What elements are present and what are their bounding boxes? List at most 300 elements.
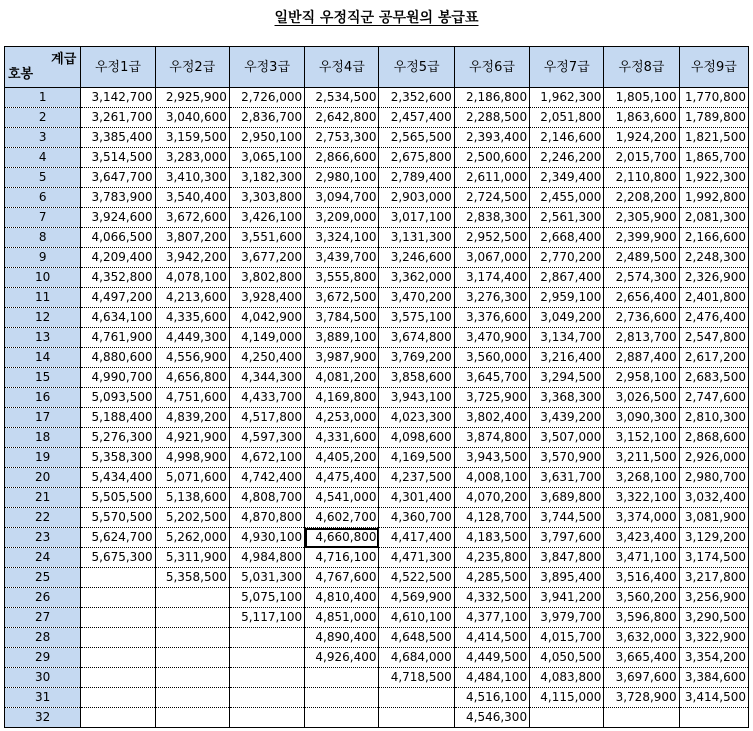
salary-cell[interactable]: 3,514,500 bbox=[81, 148, 155, 168]
salary-cell[interactable]: 4,517,800 bbox=[229, 408, 304, 428]
salary-cell[interactable]: 3,560,200 bbox=[604, 588, 679, 608]
salary-cell[interactable]: 4,449,300 bbox=[155, 328, 229, 348]
salary-cell[interactable]: 2,925,900 bbox=[155, 88, 229, 108]
salary-cell[interactable]: 2,980,100 bbox=[305, 168, 379, 188]
salary-cell[interactable]: 4,285,500 bbox=[454, 568, 529, 588]
salary-cell[interactable]: 2,248,300 bbox=[679, 248, 748, 268]
salary-cell[interactable]: 5,075,100 bbox=[229, 588, 304, 608]
salary-cell[interactable]: 3,672,500 bbox=[305, 288, 379, 308]
salary-cell[interactable]: 3,261,700 bbox=[81, 108, 155, 128]
salary-cell[interactable]: 3,924,600 bbox=[81, 208, 155, 228]
step-number-cell[interactable]: 3 bbox=[5, 128, 81, 148]
salary-cell[interactable]: 3,551,600 bbox=[229, 228, 304, 248]
salary-cell[interactable]: 4,344,300 bbox=[229, 368, 304, 388]
salary-cell[interactable]: 4,335,600 bbox=[155, 308, 229, 328]
salary-cell[interactable]: 2,326,900 bbox=[679, 268, 748, 288]
salary-cell[interactable]: 5,093,500 bbox=[81, 388, 155, 408]
salary-cell[interactable]: 4,516,100 bbox=[454, 688, 529, 708]
salary-cell[interactable]: 3,426,100 bbox=[229, 208, 304, 228]
salary-cell[interactable]: 4,990,700 bbox=[81, 368, 155, 388]
salary-cell[interactable] bbox=[530, 708, 604, 728]
salary-cell[interactable]: 3,385,400 bbox=[81, 128, 155, 148]
salary-cell[interactable]: 4,237,500 bbox=[379, 468, 454, 488]
salary-cell[interactable]: 3,439,200 bbox=[530, 408, 604, 428]
salary-cell[interactable]: 4,352,800 bbox=[81, 268, 155, 288]
salary-cell[interactable] bbox=[155, 628, 229, 648]
salary-cell[interactable]: 3,067,000 bbox=[454, 248, 529, 268]
salary-cell[interactable]: 5,031,300 bbox=[229, 568, 304, 588]
salary-cell[interactable]: 3,376,600 bbox=[454, 308, 529, 328]
salary-cell[interactable]: 1,962,300 bbox=[530, 88, 604, 108]
salary-cell[interactable]: 3,632,000 bbox=[604, 628, 679, 648]
salary-cell[interactable]: 2,683,500 bbox=[679, 368, 748, 388]
salary-cell[interactable]: 2,642,800 bbox=[305, 108, 379, 128]
selected-salary-cell[interactable]: 4,660,800 bbox=[305, 528, 379, 548]
salary-cell[interactable]: 4,377,100 bbox=[454, 608, 529, 628]
salary-cell[interactable] bbox=[155, 608, 229, 628]
salary-cell[interactable]: 3,209,000 bbox=[305, 208, 379, 228]
salary-cell[interactable]: 5,202,500 bbox=[155, 508, 229, 528]
salary-cell[interactable]: 4,921,900 bbox=[155, 428, 229, 448]
salary-cell[interactable]: 2,349,400 bbox=[530, 168, 604, 188]
salary-cell[interactable]: 1,770,800 bbox=[679, 88, 748, 108]
salary-cell[interactable]: 3,368,300 bbox=[530, 388, 604, 408]
salary-cell[interactable]: 3,942,200 bbox=[155, 248, 229, 268]
salary-cell[interactable]: 4,546,300 bbox=[454, 708, 529, 728]
step-number-cell[interactable]: 8 bbox=[5, 228, 81, 248]
salary-cell[interactable]: 4,414,500 bbox=[454, 628, 529, 648]
salary-cell[interactable]: 3,941,200 bbox=[530, 588, 604, 608]
salary-cell[interactable]: 5,188,400 bbox=[81, 408, 155, 428]
step-number-cell[interactable]: 2 bbox=[5, 108, 81, 128]
salary-cell[interactable]: 4,332,500 bbox=[454, 588, 529, 608]
salary-cell[interactable]: 3,384,600 bbox=[679, 668, 748, 688]
salary-cell[interactable]: 2,146,600 bbox=[530, 128, 604, 148]
salary-cell[interactable]: 2,401,800 bbox=[679, 288, 748, 308]
salary-cell[interactable] bbox=[229, 668, 304, 688]
salary-cell[interactable]: 4,083,800 bbox=[530, 668, 604, 688]
salary-cell[interactable] bbox=[305, 688, 379, 708]
salary-cell[interactable]: 4,066,500 bbox=[81, 228, 155, 248]
salary-cell[interactable]: 3,672,600 bbox=[155, 208, 229, 228]
salary-cell[interactable]: 3,560,000 bbox=[454, 348, 529, 368]
salary-cell[interactable]: 4,761,900 bbox=[81, 328, 155, 348]
step-number-cell[interactable]: 32 bbox=[5, 708, 81, 728]
salary-cell[interactable]: 4,569,900 bbox=[379, 588, 454, 608]
salary-cell[interactable]: 2,770,200 bbox=[530, 248, 604, 268]
salary-cell[interactable]: 2,868,600 bbox=[679, 428, 748, 448]
step-number-cell[interactable]: 30 bbox=[5, 668, 81, 688]
salary-cell[interactable]: 3,570,900 bbox=[530, 448, 604, 468]
salary-cell[interactable]: 1,924,200 bbox=[604, 128, 679, 148]
salary-cell[interactable]: 3,026,500 bbox=[604, 388, 679, 408]
salary-cell[interactable]: 3,040,600 bbox=[155, 108, 229, 128]
salary-cell[interactable]: 4,008,100 bbox=[454, 468, 529, 488]
salary-cell[interactable]: 3,744,500 bbox=[530, 508, 604, 528]
salary-cell[interactable] bbox=[81, 648, 155, 668]
grade-header-cell[interactable]: 우정9급 bbox=[679, 47, 748, 88]
salary-cell[interactable] bbox=[155, 668, 229, 688]
salary-cell[interactable] bbox=[81, 688, 155, 708]
grade-header-cell[interactable]: 우정7급 bbox=[530, 47, 604, 88]
salary-cell[interactable]: 2,810,300 bbox=[679, 408, 748, 428]
salary-cell[interactable]: 3,322,900 bbox=[679, 628, 748, 648]
salary-cell[interactable]: 3,081,900 bbox=[679, 508, 748, 528]
salary-cell[interactable]: 4,183,500 bbox=[454, 528, 529, 548]
salary-cell[interactable]: 3,725,900 bbox=[454, 388, 529, 408]
salary-cell[interactable]: 1,789,800 bbox=[679, 108, 748, 128]
salary-cell[interactable]: 3,943,500 bbox=[454, 448, 529, 468]
salary-cell[interactable]: 3,807,200 bbox=[155, 228, 229, 248]
salary-cell[interactable]: 3,439,700 bbox=[305, 248, 379, 268]
salary-cell[interactable]: 2,051,800 bbox=[530, 108, 604, 128]
salary-cell[interactable]: 4,417,400 bbox=[379, 528, 454, 548]
salary-cell[interactable]: 3,290,500 bbox=[679, 608, 748, 628]
salary-cell[interactable]: 4,098,600 bbox=[379, 428, 454, 448]
salary-cell[interactable]: 4,522,500 bbox=[379, 568, 454, 588]
salary-cell[interactable]: 3,596,800 bbox=[604, 608, 679, 628]
salary-cell[interactable] bbox=[81, 588, 155, 608]
salary-cell[interactable]: 4,078,100 bbox=[155, 268, 229, 288]
step-number-cell[interactable]: 21 bbox=[5, 488, 81, 508]
grade-header-cell[interactable]: 우정2급 bbox=[155, 47, 229, 88]
salary-cell[interactable]: 3,470,200 bbox=[379, 288, 454, 308]
salary-cell[interactable]: 3,211,500 bbox=[604, 448, 679, 468]
salary-cell[interactable]: 2,352,600 bbox=[379, 88, 454, 108]
salary-cell[interactable] bbox=[81, 568, 155, 588]
salary-cell[interactable]: 2,534,500 bbox=[305, 88, 379, 108]
salary-cell[interactable]: 3,131,300 bbox=[379, 228, 454, 248]
salary-cell[interactable]: 3,895,400 bbox=[530, 568, 604, 588]
salary-cell[interactable]: 2,747,600 bbox=[679, 388, 748, 408]
salary-cell[interactable]: 2,574,300 bbox=[604, 268, 679, 288]
salary-cell[interactable]: 1,992,800 bbox=[679, 188, 748, 208]
salary-cell[interactable]: 3,174,500 bbox=[679, 548, 748, 568]
salary-cell[interactable]: 2,246,200 bbox=[530, 148, 604, 168]
salary-cell[interactable]: 3,354,200 bbox=[679, 648, 748, 668]
salary-cell[interactable]: 3,631,700 bbox=[530, 468, 604, 488]
salary-cell[interactable]: 3,783,900 bbox=[81, 188, 155, 208]
salary-cell[interactable]: 2,547,800 bbox=[679, 328, 748, 348]
salary-cell[interactable]: 4,128,700 bbox=[454, 508, 529, 528]
salary-cell[interactable] bbox=[679, 708, 748, 728]
salary-cell[interactable]: 3,256,900 bbox=[679, 588, 748, 608]
salary-cell[interactable]: 5,071,600 bbox=[155, 468, 229, 488]
salary-cell[interactable]: 4,405,200 bbox=[305, 448, 379, 468]
salary-cell[interactable]: 4,610,100 bbox=[379, 608, 454, 628]
salary-cell[interactable]: 3,874,800 bbox=[454, 428, 529, 448]
salary-cell[interactable]: 2,015,700 bbox=[604, 148, 679, 168]
step-number-cell[interactable]: 26 bbox=[5, 588, 81, 608]
salary-cell[interactable]: 2,926,000 bbox=[679, 448, 748, 468]
salary-cell[interactable]: 3,802,800 bbox=[229, 268, 304, 288]
salary-cell[interactable]: 5,675,300 bbox=[81, 548, 155, 568]
salary-cell[interactable] bbox=[155, 648, 229, 668]
salary-cell[interactable]: 2,838,300 bbox=[454, 208, 529, 228]
salary-cell[interactable]: 3,784,500 bbox=[305, 308, 379, 328]
salary-cell[interactable]: 4,471,300 bbox=[379, 548, 454, 568]
salary-cell[interactable] bbox=[81, 708, 155, 728]
salary-cell[interactable]: 3,246,600 bbox=[379, 248, 454, 268]
salary-cell[interactable]: 4,301,400 bbox=[379, 488, 454, 508]
corner-header-cell[interactable] bbox=[5, 47, 81, 88]
salary-cell[interactable]: 4,751,600 bbox=[155, 388, 229, 408]
salary-cell[interactable]: 3,728,900 bbox=[604, 688, 679, 708]
salary-cell[interactable]: 3,540,400 bbox=[155, 188, 229, 208]
salary-cell[interactable]: 3,847,800 bbox=[530, 548, 604, 568]
salary-cell[interactable]: 3,689,800 bbox=[530, 488, 604, 508]
salary-cell[interactable] bbox=[305, 708, 379, 728]
salary-cell[interactable]: 4,050,500 bbox=[530, 648, 604, 668]
step-number-cell[interactable]: 25 bbox=[5, 568, 81, 588]
salary-cell[interactable]: 4,449,500 bbox=[454, 648, 529, 668]
salary-cell[interactable]: 3,217,800 bbox=[679, 568, 748, 588]
salary-cell[interactable]: 3,294,500 bbox=[530, 368, 604, 388]
salary-cell[interactable]: 4,541,000 bbox=[305, 488, 379, 508]
salary-cell[interactable] bbox=[379, 688, 454, 708]
salary-cell[interactable] bbox=[379, 708, 454, 728]
salary-cell[interactable]: 3,471,100 bbox=[604, 548, 679, 568]
salary-cell[interactable]: 4,360,700 bbox=[379, 508, 454, 528]
salary-cell[interactable]: 2,836,700 bbox=[229, 108, 304, 128]
step-number-cell[interactable]: 5 bbox=[5, 168, 81, 188]
salary-cell[interactable] bbox=[81, 668, 155, 688]
salary-cell[interactable]: 4,475,400 bbox=[305, 468, 379, 488]
salary-cell[interactable]: 3,987,900 bbox=[305, 348, 379, 368]
salary-cell[interactable]: 2,081,300 bbox=[679, 208, 748, 228]
salary-cell[interactable]: 4,984,800 bbox=[229, 548, 304, 568]
step-number-cell[interactable]: 6 bbox=[5, 188, 81, 208]
grade-header-cell[interactable]: 우정1급 bbox=[81, 47, 155, 88]
salary-cell[interactable]: 2,980,700 bbox=[679, 468, 748, 488]
step-number-cell[interactable]: 31 bbox=[5, 688, 81, 708]
salary-cell[interactable] bbox=[229, 688, 304, 708]
salary-cell[interactable]: 2,866,600 bbox=[305, 148, 379, 168]
step-number-cell[interactable]: 1 bbox=[5, 88, 81, 108]
salary-cell[interactable]: 4,684,000 bbox=[379, 648, 454, 668]
salary-cell[interactable]: 2,110,800 bbox=[604, 168, 679, 188]
salary-cell[interactable]: 3,174,400 bbox=[454, 268, 529, 288]
salary-cell[interactable]: 3,216,400 bbox=[530, 348, 604, 368]
salary-cell[interactable]: 1,865,700 bbox=[679, 148, 748, 168]
step-number-cell[interactable]: 7 bbox=[5, 208, 81, 228]
salary-cell[interactable]: 2,656,400 bbox=[604, 288, 679, 308]
salary-cell[interactable]: 4,331,600 bbox=[305, 428, 379, 448]
salary-cell[interactable]: 3,802,400 bbox=[454, 408, 529, 428]
salary-cell[interactable]: 3,928,400 bbox=[229, 288, 304, 308]
salary-cell[interactable] bbox=[81, 608, 155, 628]
salary-cell[interactable]: 4,648,500 bbox=[379, 628, 454, 648]
salary-cell[interactable]: 1,821,500 bbox=[679, 128, 748, 148]
step-number-cell[interactable]: 11 bbox=[5, 288, 81, 308]
salary-cell[interactable]: 3,032,400 bbox=[679, 488, 748, 508]
step-number-cell[interactable]: 14 bbox=[5, 348, 81, 368]
step-number-cell[interactable]: 29 bbox=[5, 648, 81, 668]
salary-cell[interactable]: 4,235,800 bbox=[454, 548, 529, 568]
salary-cell[interactable]: 3,049,200 bbox=[530, 308, 604, 328]
step-number-cell[interactable]: 16 bbox=[5, 388, 81, 408]
salary-cell[interactable]: 4,169,500 bbox=[379, 448, 454, 468]
salary-cell[interactable]: 3,324,100 bbox=[305, 228, 379, 248]
salary-cell[interactable]: 3,555,800 bbox=[305, 268, 379, 288]
salary-cell[interactable]: 3,858,600 bbox=[379, 368, 454, 388]
salary-cell[interactable]: 2,887,400 bbox=[604, 348, 679, 368]
salary-cell[interactable]: 2,724,500 bbox=[454, 188, 529, 208]
salary-cell[interactable]: 5,262,000 bbox=[155, 528, 229, 548]
salary-cell[interactable]: 2,565,500 bbox=[379, 128, 454, 148]
salary-cell[interactable]: 4,015,700 bbox=[530, 628, 604, 648]
salary-cell[interactable]: 4,656,800 bbox=[155, 368, 229, 388]
salary-cell[interactable]: 4,250,400 bbox=[229, 348, 304, 368]
salary-cell[interactable]: 3,507,000 bbox=[530, 428, 604, 448]
salary-cell[interactable]: 5,624,700 bbox=[81, 528, 155, 548]
salary-cell[interactable]: 3,943,100 bbox=[379, 388, 454, 408]
salary-cell[interactable]: 2,166,600 bbox=[679, 228, 748, 248]
salary-cell[interactable] bbox=[229, 708, 304, 728]
salary-cell[interactable]: 3,283,000 bbox=[155, 148, 229, 168]
salary-cell[interactable]: 4,767,600 bbox=[305, 568, 379, 588]
salary-cell[interactable]: 5,358,500 bbox=[155, 568, 229, 588]
salary-cell[interactable]: 4,810,400 bbox=[305, 588, 379, 608]
step-number-cell[interactable]: 18 bbox=[5, 428, 81, 448]
salary-cell[interactable]: 2,500,600 bbox=[454, 148, 529, 168]
salary-cell[interactable]: 4,023,300 bbox=[379, 408, 454, 428]
salary-cell[interactable] bbox=[155, 588, 229, 608]
salary-cell[interactable]: 3,134,700 bbox=[530, 328, 604, 348]
salary-cell[interactable]: 4,808,700 bbox=[229, 488, 304, 508]
step-number-cell[interactable]: 27 bbox=[5, 608, 81, 628]
salary-cell[interactable]: 4,081,200 bbox=[305, 368, 379, 388]
salary-cell[interactable]: 3,268,100 bbox=[604, 468, 679, 488]
salary-cell[interactable]: 4,672,100 bbox=[229, 448, 304, 468]
salary-cell[interactable]: 3,322,100 bbox=[604, 488, 679, 508]
step-number-cell[interactable]: 13 bbox=[5, 328, 81, 348]
salary-cell[interactable]: 4,880,600 bbox=[81, 348, 155, 368]
salary-cell[interactable]: 4,718,500 bbox=[379, 668, 454, 688]
salary-cell[interactable]: 3,414,500 bbox=[679, 688, 748, 708]
salary-cell[interactable]: 3,575,100 bbox=[379, 308, 454, 328]
salary-cell[interactable]: 4,497,200 bbox=[81, 288, 155, 308]
step-number-cell[interactable]: 4 bbox=[5, 148, 81, 168]
salary-cell[interactable]: 3,665,400 bbox=[604, 648, 679, 668]
salary-cell[interactable]: 4,998,900 bbox=[155, 448, 229, 468]
salary-cell[interactable]: 3,159,500 bbox=[155, 128, 229, 148]
salary-cell[interactable]: 4,484,100 bbox=[454, 668, 529, 688]
salary-cell[interactable]: 4,930,100 bbox=[229, 528, 304, 548]
salary-cell[interactable]: 3,152,100 bbox=[604, 428, 679, 448]
salary-cell[interactable]: 3,017,100 bbox=[379, 208, 454, 228]
salary-cell[interactable]: 2,789,400 bbox=[379, 168, 454, 188]
salary-cell[interactable]: 4,890,400 bbox=[305, 628, 379, 648]
salary-cell[interactable]: 3,979,700 bbox=[530, 608, 604, 628]
salary-cell[interactable]: 3,647,700 bbox=[81, 168, 155, 188]
salary-cell[interactable]: 2,476,400 bbox=[679, 308, 748, 328]
salary-cell[interactable] bbox=[604, 708, 679, 728]
salary-cell[interactable]: 4,597,300 bbox=[229, 428, 304, 448]
salary-cell[interactable]: 3,769,200 bbox=[379, 348, 454, 368]
salary-cell[interactable]: 2,958,100 bbox=[604, 368, 679, 388]
salary-cell[interactable]: 2,813,700 bbox=[604, 328, 679, 348]
salary-cell[interactable]: 3,362,000 bbox=[379, 268, 454, 288]
salary-cell[interactable]: 2,753,300 bbox=[305, 128, 379, 148]
salary-cell[interactable]: 2,617,200 bbox=[679, 348, 748, 368]
salary-cell[interactable]: 3,182,300 bbox=[229, 168, 304, 188]
salary-cell[interactable]: 2,399,900 bbox=[604, 228, 679, 248]
step-number-cell[interactable]: 28 bbox=[5, 628, 81, 648]
salary-cell[interactable]: 4,634,100 bbox=[81, 308, 155, 328]
salary-cell[interactable]: 3,889,100 bbox=[305, 328, 379, 348]
salary-cell[interactable]: 4,851,000 bbox=[305, 608, 379, 628]
salary-cell[interactable]: 2,489,500 bbox=[604, 248, 679, 268]
salary-cell[interactable]: 3,374,000 bbox=[604, 508, 679, 528]
salary-cell[interactable] bbox=[155, 688, 229, 708]
salary-cell[interactable]: 4,115,000 bbox=[530, 688, 604, 708]
step-number-cell[interactable]: 12 bbox=[5, 308, 81, 328]
salary-cell[interactable]: 5,117,100 bbox=[229, 608, 304, 628]
salary-cell[interactable] bbox=[155, 708, 229, 728]
salary-cell[interactable]: 4,169,800 bbox=[305, 388, 379, 408]
salary-cell[interactable] bbox=[305, 668, 379, 688]
salary-cell[interactable]: 4,209,400 bbox=[81, 248, 155, 268]
salary-cell[interactable] bbox=[229, 628, 304, 648]
salary-cell[interactable]: 3,303,800 bbox=[229, 188, 304, 208]
step-number-cell[interactable]: 9 bbox=[5, 248, 81, 268]
salary-cell[interactable] bbox=[229, 648, 304, 668]
step-number-cell[interactable]: 19 bbox=[5, 448, 81, 468]
salary-cell[interactable]: 2,611,000 bbox=[454, 168, 529, 188]
salary-cell[interactable]: 5,434,400 bbox=[81, 468, 155, 488]
salary-cell[interactable]: 4,253,000 bbox=[305, 408, 379, 428]
grade-header-cell[interactable]: 우정3급 bbox=[229, 47, 304, 88]
salary-cell[interactable]: 3,094,700 bbox=[305, 188, 379, 208]
grade-header-cell[interactable]: 우정4급 bbox=[305, 47, 379, 88]
grade-header-cell[interactable]: 우정6급 bbox=[454, 47, 529, 88]
salary-cell[interactable]: 2,668,400 bbox=[530, 228, 604, 248]
salary-cell[interactable]: 2,305,900 bbox=[604, 208, 679, 228]
salary-cell[interactable]: 5,311,900 bbox=[155, 548, 229, 568]
salary-cell[interactable]: 2,457,400 bbox=[379, 108, 454, 128]
salary-cell[interactable]: 2,675,800 bbox=[379, 148, 454, 168]
salary-cell[interactable]: 3,142,700 bbox=[81, 88, 155, 108]
salary-cell[interactable]: 4,433,700 bbox=[229, 388, 304, 408]
salary-cell[interactable]: 5,505,500 bbox=[81, 488, 155, 508]
salary-cell[interactable]: 5,138,600 bbox=[155, 488, 229, 508]
salary-cell[interactable]: 3,065,100 bbox=[229, 148, 304, 168]
salary-cell[interactable]: 3,410,300 bbox=[155, 168, 229, 188]
salary-cell[interactable] bbox=[81, 628, 155, 648]
salary-cell[interactable]: 3,677,200 bbox=[229, 248, 304, 268]
grade-header-cell[interactable]: 우정8급 bbox=[604, 47, 679, 88]
step-number-cell[interactable]: 24 bbox=[5, 548, 81, 568]
salary-cell[interactable]: 2,186,800 bbox=[454, 88, 529, 108]
salary-cell[interactable]: 3,090,300 bbox=[604, 408, 679, 428]
salary-cell[interactable]: 2,959,100 bbox=[530, 288, 604, 308]
step-number-cell[interactable]: 23 bbox=[5, 528, 81, 548]
salary-cell[interactable]: 2,208,200 bbox=[604, 188, 679, 208]
salary-cell[interactable]: 3,423,400 bbox=[604, 528, 679, 548]
salary-cell[interactable]: 3,645,700 bbox=[454, 368, 529, 388]
salary-cell[interactable]: 3,674,800 bbox=[379, 328, 454, 348]
salary-cell[interactable]: 4,556,900 bbox=[155, 348, 229, 368]
salary-cell[interactable]: 5,570,500 bbox=[81, 508, 155, 528]
salary-cell[interactable]: 1,922,300 bbox=[679, 168, 748, 188]
step-number-cell[interactable]: 15 bbox=[5, 368, 81, 388]
salary-cell[interactable]: 4,149,000 bbox=[229, 328, 304, 348]
salary-cell[interactable]: 3,797,600 bbox=[530, 528, 604, 548]
salary-cell[interactable]: 2,903,000 bbox=[379, 188, 454, 208]
salary-cell[interactable]: 5,276,300 bbox=[81, 428, 155, 448]
salary-cell[interactable]: 3,276,300 bbox=[454, 288, 529, 308]
